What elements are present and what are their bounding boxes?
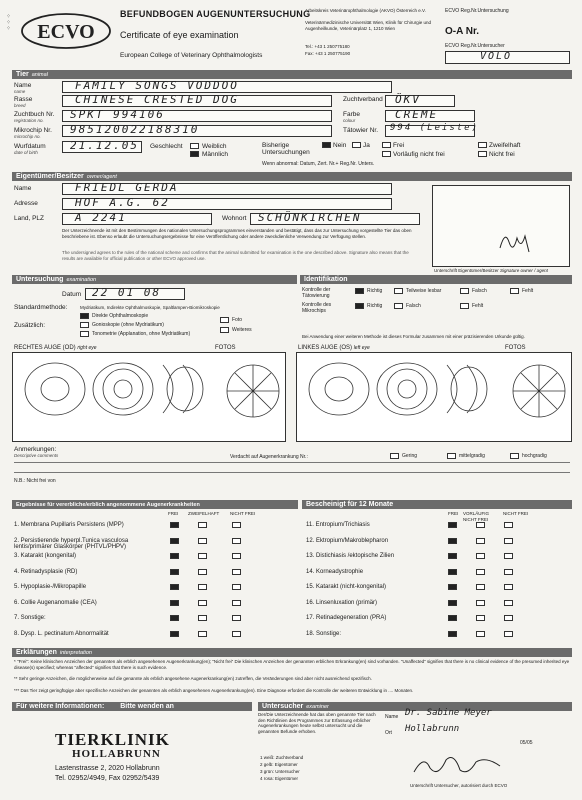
left-result-checkbox[interactable] [170,538,179,544]
reg-examiner-label: ECVO Reg.Nr.Untersucher [445,43,505,49]
notes-section-bar [12,648,572,657]
copy-2: 2 gelb: Eigentümer [260,762,298,767]
examiner-name-value: Dr. Sabine Meyer [405,708,492,718]
right-result-label: 14. Korneadystrophie [306,568,364,575]
right-result-checkbox[interactable] [448,553,457,559]
college-name: European College of Veterinary Ophthalmologists [120,52,263,59]
exam-note: Bei Anwendung einer weiteren Methode ist dieses Formular zusammen mit einer präzisierenden Urkunde gültig. [302,334,525,339]
right-result-label: 15. Katarakt (nicht-kongenital) [306,584,387,590]
clinic-city: HOLLABRUNN [72,748,161,760]
other-label: Weiteres [232,327,252,333]
prior-free-label: Frei [393,142,405,149]
examiner-title: Untersucher [262,703,304,710]
prior-yes-label: Ja [363,142,370,149]
form-title: BEFUNDBOGEN AUGENUNTERSUCHUNG [120,9,311,19]
nb-label: N.B.: Nicht frei von [14,478,56,484]
left-result-checkbox[interactable] [170,584,179,590]
male-checkbox[interactable] [190,151,199,157]
left-result-label: 7. Sonstige: [14,615,46,621]
female-label: Weiblich [202,143,227,150]
tono-label: Tonometrie (Applanation, ohne Mydriatikum) [92,331,191,337]
owner-city-value: SCHÖNKIRCHEN [258,211,362,224]
left-result-checkbox[interactable] [232,553,241,559]
female-checkbox[interactable] [190,143,199,149]
method-label: Standardmethode: [14,304,68,311]
tattoo-wrong-label: Falsch [472,288,487,294]
left-result-checkbox[interactable] [170,615,179,621]
owner-section-title: Eigentümer/Besitzer [16,173,84,180]
org-name: Arbeitskreis Veterinärophthalmologie (AKVO) Österreich e.V. [305,8,426,13]
breed-label: Rasse breed [14,96,33,108]
right-eye-title: RECHTES AUGE (OD) right eye [14,345,97,351]
version: 05/05 [520,740,533,746]
right-result-checkbox[interactable] [448,538,457,544]
exam-section-title: Untersuchung [16,276,64,283]
prior-notfree-checkbox[interactable] [478,151,487,157]
right-result-label: 13. Distichiasis /ektopische Zilien [306,553,395,559]
prior-no-label: Nein [333,142,347,149]
left-result-checkbox[interactable] [198,569,207,575]
breed-value: CHINESE CRESTED DOG [75,93,239,106]
right-result-label: 16. Linsenluxation (primär) [306,599,378,606]
gonio-label: Gonioskopie (ohne Mydriatikum) [92,322,164,328]
clinic-street: Lastenstrasse 2, 2020 Hollabrunn [55,765,160,772]
method-text: Mydriatikum, Indirekte Ophthalmoskopie, Spaltlampen-Biomikroskopie [80,305,220,310]
footer-info: Für weitere Informationen: [16,703,105,710]
left-result-label: 5. Hypoplasie-/Mikropapille [14,584,87,590]
left-result-checkbox[interactable] [170,631,179,637]
owner-address-value: HOF A.G. 62 [75,196,170,209]
logo-text: ECVO [37,21,95,43]
form-subtitle: Certificate of eye examination [120,30,239,40]
prior-no-checkbox[interactable] [322,142,331,148]
chip-missing-checkbox[interactable] [460,303,469,309]
left-eye-title: LINKES AUGE (OS) left eye [298,345,370,351]
owner-section-en: owner/agent [86,174,117,180]
left-eye-panel [296,352,572,442]
right-result-checkbox[interactable] [448,584,457,590]
owner-section-bar [12,172,572,181]
examiner-text: Der/Die Unterzeichnende hat das oben genannte Tier nach den Richtlinien des Programmes zur Erfassung erblicher Augenerkrankungen heute selbst untersucht und die genannten Befunde erhoben. [258,712,376,734]
owner-declaration-en: The undersigned agrees to the rules of the national scheme and confirms that the animal submitted for examination is the one described above. Signature also means that the results are available for official publication or other ECVO approved use. [62,250,409,261]
exam-section-en: examination [66,277,97,283]
right-result-checkbox[interactable] [476,569,485,575]
left-result-checkbox[interactable] [198,584,207,590]
ecvo-logo [18,10,114,52]
chip-check-label: Kontrolle des Mikrochips [302,302,332,314]
results-title: Ergebnisse für vererbliche/erblich angenommene Augenerkrankheiten [16,502,200,508]
tono-checkbox[interactable] [80,331,89,337]
gonio-checkbox[interactable] [80,322,89,328]
col-free: FREI [168,511,179,516]
owner-declaration-de: Der Unterzeichnende ist mit den Bestimmungen des nationalen Untersuchungsprogrammes einverstanden und bestätigt, dass das zur Untersuchung vorgestellte Tier das oben beschriebene ist. Ebenso erlaubt die Untersuchungsergebnisse für eine Veröffentlichung oder andere zweckdienliche Verwendung zur Verfügung stellen. [62,228,412,239]
note-line-3: *** Das Tier zeigt geringfügige aber spezifische Anzeichen der genannten als erblich angesehenen Augenerkrankung(en). Eine Diagnose erfordert die Kontrolle der weiteren Entwicklung in .... Monaten. [14,688,414,693]
chip-label: Mikrochip Nr. microchip no. [14,127,52,139]
right-result-label: 11. Entropium/Trichiasis [306,522,370,528]
org-fax: Fax: +43 1 250775190 [305,51,351,56]
chip-wrong-checkbox[interactable] [394,303,403,309]
left-result-checkbox[interactable] [232,538,241,544]
tattoo-check-label: Kontrolle der Tätowierung [302,287,331,299]
left-result-label: 2. Persistierende hyperpl.Tunica vasculosa lentis/primärer Glaskörper (PHTVL/PHPV) [14,537,129,550]
male-label: Männlich [202,151,229,158]
org-tel: Tel.: +43 1 250775180 [305,44,350,49]
remarks-line-1 [14,462,570,463]
clinic-name: TIERKLINIK [55,730,170,749]
place-label: Ort [385,730,392,736]
color-value: CREME [395,108,439,121]
tattoo-missing-checkbox[interactable] [510,288,519,294]
studbook-value: SPKT 994106 [70,108,165,121]
right-eye-panel [12,352,286,442]
examiner-sig-label: Unterschrift Untersucher, autorisiert durch ECVO [410,783,508,788]
left-result-checkbox[interactable] [232,600,241,606]
left-fotos-label: FOTOS [505,345,526,351]
left-result-checkbox[interactable] [232,615,241,621]
exam-section-bar [12,275,297,284]
owner-address-label: Adresse [14,200,38,207]
owner-name-label: Name [14,185,32,192]
studbook-label: Zuchtbuch Nr. registration no. [14,111,55,123]
owner-name-value: FRIEDL GERDA [75,181,179,194]
severe-label: hochgradig [522,453,547,459]
results-left-bar [12,500,298,509]
name-label: Name name [14,82,32,94]
left-result-checkbox[interactable] [198,615,207,621]
right-result-checkbox[interactable] [476,553,485,559]
club-value: ÖKV [395,93,421,106]
right-result-checkbox[interactable] [504,600,513,606]
animal-section-title: Tier [16,71,29,78]
extra-label: Zusätzlich: [14,322,46,329]
foto-checkbox[interactable] [220,317,229,323]
prior-provisional-checkbox[interactable] [382,151,391,157]
owner-city-label: Wohnort [222,215,247,222]
left-result-checkbox[interactable] [198,631,207,637]
rcol-prov: VORLÄUFIG NICHT FREI [463,511,490,522]
left-result-label: 8. Dysp. L. pectinatum Abnormalität [14,630,109,637]
note-line-2: ** Sehr geringe Anzeichen, die möglicherweise auf die genannte als erblich angesehene Augenerkrankung(en) zutreffen, die Veränderungen sind aber nicht ausreichend spezifisch. [14,676,372,681]
reg-label: ECVO Reg.Nr.Untersuchung [445,8,509,14]
right-result-label: 17. Retinadegeneration (PRA) [306,615,387,621]
right-result-checkbox[interactable] [504,553,513,559]
id-section-bar [300,275,572,284]
suspicion-label: Verdacht auf Augenerkrankung Nr.: [230,454,308,460]
rcol-notfree: NICHT FREI [503,511,529,516]
copy-4: 4 rosa: Eigentümer [260,776,299,781]
owner-signature [495,228,535,260]
right-result-checkbox[interactable] [504,631,513,637]
moderate-label: mittelgradig [459,453,485,459]
copy-3: 3 grün: Untersucher [260,769,300,774]
org-address: Veterinärmedizinische Universität Wien, Klinik für Chirurgie und Augenheilkunde, Veterinärplatz 1, 1210 Wien [305,20,432,31]
left-result-checkbox[interactable] [198,538,207,544]
owner-signature-label: Unterschrift Eigentümer/Besitzer Signature owner / agent [434,268,548,273]
remarks-line-2 [14,472,570,473]
left-result-checkbox[interactable] [170,600,179,606]
left-result-checkbox[interactable] [170,522,179,528]
other-checkbox[interactable] [220,327,229,333]
color-label: Farbe colour [343,111,360,123]
rcol-free: FREI [448,511,459,516]
chip-value: 985120022188310 [70,123,200,136]
name-value: FAMILY SONGS VODDOO [75,79,239,92]
right-result-checkbox[interactable] [448,600,457,606]
foto-label: Foto [232,317,243,323]
chip-correct-label: Richtig [367,303,383,309]
examiner-signature [410,750,510,782]
left-result-checkbox[interactable] [198,522,207,528]
tattoo-label: Tätowier Nr. [343,127,379,134]
results-right-bar [302,500,572,509]
results-right-title: Bescheinigt für 12 Monate [306,501,394,508]
copy-1: 1 weiß: Zuchtverband [260,755,304,760]
chip-correct-checkbox[interactable] [355,303,364,309]
left-result-checkbox[interactable] [198,600,207,606]
left-result-label: 1. Membrana Pupillaris Persistens (MPP) [14,522,124,528]
right-result-checkbox[interactable] [504,615,513,621]
left-result-checkbox[interactable] [232,569,241,575]
moderate-checkbox[interactable] [447,453,456,459]
right-result-checkbox[interactable] [476,538,485,544]
tattoo-missing-label: Fehlt [522,288,534,294]
prior-free-checkbox[interactable] [382,142,391,148]
right-result-checkbox[interactable] [448,569,457,575]
prior-detail-label: Wenn abnormal: Datum, Zert. Nr.+ Reg.Nr. Unters. [262,161,375,167]
place-value: Hollabrunn [405,724,460,734]
animal-section-en: animal [31,72,48,78]
right-result-checkbox[interactable] [476,522,485,528]
tattoo-value: 994 (Leiste) [390,123,480,133]
tattoo-partly-label: Teilweise lesbar [406,288,442,294]
right-result-checkbox[interactable] [476,600,485,606]
prior-exam-label: Bisherige Untersuchungen [262,142,310,156]
footer-info-bar [12,702,252,711]
dob-value: 21.12.05 [70,139,139,152]
exam-date-label: Datum [62,291,82,298]
reg-examiner-value: VOLO [480,51,513,62]
dot-grid: ⁘ ⁘ ⁘ [6,14,12,32]
slight-label: Gering [402,453,418,459]
sex-label: Geschlecht [150,143,183,150]
exam-date-value: 22 01 08 [92,286,161,299]
right-fotos-label: FOTOS [215,345,236,351]
left-result-label: 3. Katarakt (kongenital) [14,553,77,559]
left-result-label: 6. Collie Augenanomalie (CEA) [14,599,97,606]
right-result-checkbox[interactable] [504,538,513,544]
chip-missing-label: Fehlt [472,303,484,309]
left-result-checkbox[interactable] [170,569,179,575]
right-result-label: 18. Sonstige: [306,630,342,637]
note-line-1: * "Frei": Keine klinischen Anzeichen der genannten als erblich angesehenen Augenerkrankung(en); "Nicht frei" Die klinischen Anzeichen der genannten erblichen Erkrankung(en) sind vorhanden. "Unaffected" signifies that there is no clinical evidence of the presumed inherited eye disease(s) specified; whereas "affected" signifies that there is such evidence. [14,659,570,670]
animal-section-bar [12,70,572,79]
clinic-phone: Tel. 02952/4949, Fax 02952/5439 [55,775,160,782]
club-label: Zuchtverband [343,96,383,103]
examiner-en: examiner [306,704,329,710]
right-result-checkbox[interactable] [448,522,457,528]
col-notfree: NICHT FREI [230,511,256,516]
right-result-checkbox[interactable] [448,615,457,621]
left-result-checkbox[interactable] [170,553,179,559]
tattoo-correct-label: Richtig [367,288,383,294]
chip-wrong-label: Falsch [406,303,421,309]
direct-ophth-checkbox[interactable] [80,313,89,319]
left-result-label: 4. Retinadysplasie (RD) [14,568,78,575]
id-section-title: Identifikation [304,276,348,283]
right-result-label: 12. Ektropium/Makroblepharon [306,537,389,544]
right-result-checkbox[interactable] [504,522,513,528]
slight-checkbox[interactable] [390,453,399,459]
tattoo-correct-checkbox[interactable] [355,288,364,294]
tattoo-wrong-checkbox[interactable] [460,288,469,294]
prior-provisional-label: Vorläufig nicht frei [393,151,445,158]
direct-ophth-label: Direkte Ophthalmoskopie [92,313,149,319]
left-result-checkbox[interactable] [232,522,241,528]
owner-country-value: A 2241 [75,211,127,224]
right-result-checkbox[interactable] [504,569,513,575]
dob-label: Wurfdatum date of birth [14,143,46,155]
reg-value: O-A Nr. [445,26,480,37]
examiner-name-label: Name [385,714,399,720]
remarks-label: Anmerkungen: Descriptive comments [14,446,59,458]
prior-notfree-label: Nicht frei [489,151,515,158]
prior-doubtful-label: Zweifelhaft [489,142,521,149]
right-result-checkbox[interactable] [448,631,457,637]
tattoo-partly-checkbox[interactable] [394,288,403,294]
left-result-checkbox[interactable] [232,584,241,590]
footer-contact: Bitte wenden an [120,703,174,710]
prior-yes-checkbox[interactable] [352,142,361,148]
prior-doubtful-checkbox[interactable] [478,142,487,148]
right-result-checkbox[interactable] [504,584,513,590]
left-result-checkbox[interactable] [232,631,241,637]
owner-country-label: Land, PLZ [14,215,44,222]
notes-section-en: interpretation [59,650,92,656]
right-result-checkbox[interactable] [476,584,485,590]
notes-section-title: Erklärungen [16,649,57,656]
right-result-checkbox[interactable] [476,615,485,621]
left-result-checkbox[interactable] [198,553,207,559]
severe-checkbox[interactable] [510,453,519,459]
col-doubtful: ZWEIFELHAFT [188,511,220,516]
right-result-checkbox[interactable] [476,631,485,637]
